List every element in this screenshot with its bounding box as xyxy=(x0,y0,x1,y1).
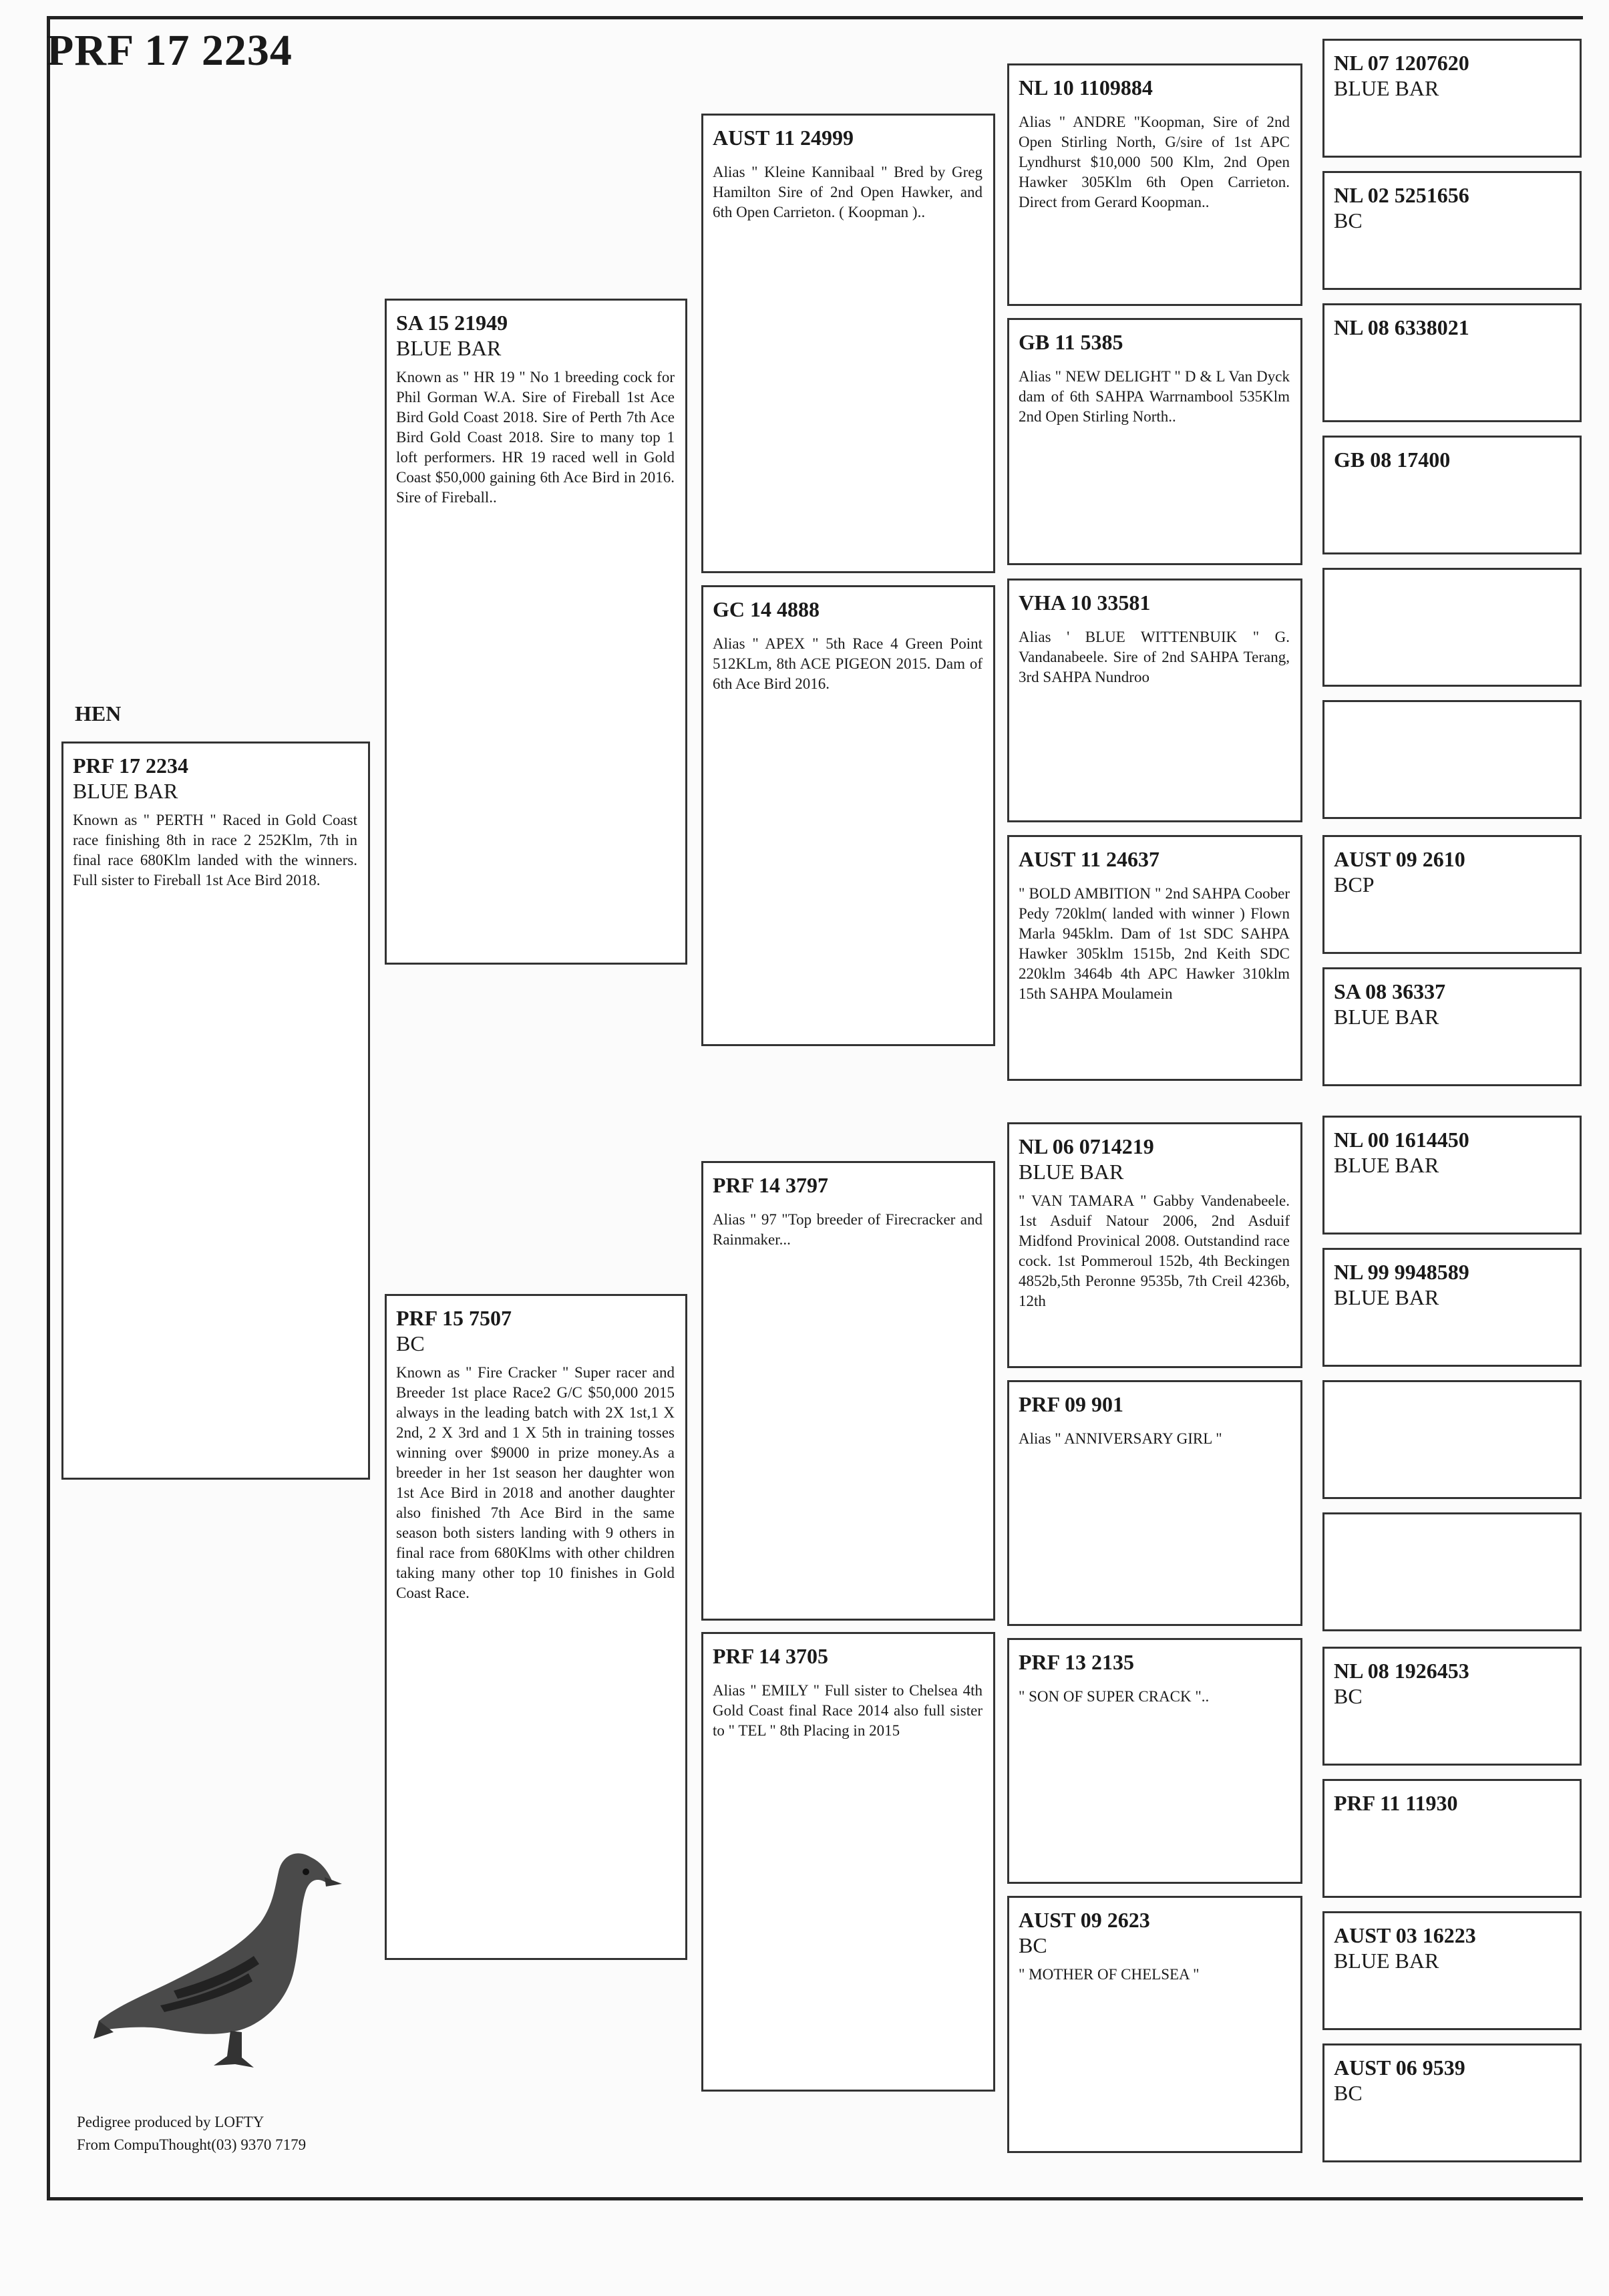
ring-number: NL 99 9948589 xyxy=(1334,1260,1469,1284)
sire-card xyxy=(385,299,687,965)
footer-line: From CompuThought(03) 9370 7179 xyxy=(77,2136,307,2153)
bird-color: BC xyxy=(1334,1684,1363,1708)
ring-number: NL 08 1926453 xyxy=(1334,1659,1469,1683)
footer-line: Pedigree produced by LOFTY xyxy=(77,2114,264,2130)
ring-number: PRF 14 3705 xyxy=(713,1644,829,1668)
grandparent-card xyxy=(701,1632,995,2092)
bird-description: Alias " 97 "Top breeder of Firecracker and Rainmaker... xyxy=(713,1211,982,1248)
bird-color: BC xyxy=(1019,1933,1047,1957)
great-grandparent-card xyxy=(1007,1122,1302,1368)
bird-color: BLUE BAR xyxy=(1019,1160,1124,1184)
ancestor-card xyxy=(1322,1779,1582,1898)
grandparent-card xyxy=(701,1161,995,1621)
bird-color: BLUE BAR xyxy=(1334,1285,1439,1309)
bird-color: BLUE BAR xyxy=(73,779,178,803)
ring-number: AUST 11 24637 xyxy=(1019,847,1160,871)
great-grandparent-card xyxy=(1007,318,1302,565)
ring-number: PRF 17 2234 xyxy=(73,754,189,778)
ancestor-card xyxy=(1322,1647,1582,1766)
great-grandparent-card xyxy=(1007,63,1302,306)
great-grandparent-card xyxy=(1007,835,1302,1081)
ring-number: NL 08 6338021 xyxy=(1334,315,1469,339)
ancestor-card xyxy=(1322,171,1582,290)
ring-number: NL 10 1109884 xyxy=(1019,75,1153,100)
ancestor-card xyxy=(1322,967,1582,1086)
ancestor-card xyxy=(1322,303,1582,422)
ring-number: AUST 09 2623 xyxy=(1019,1908,1150,1932)
footer-credit xyxy=(77,2111,306,2156)
bird-description: " BOLD AMBITION " 2nd SAHPA Coober Pedy 720klm( landed with winner ) Flown Marla 945klm. Dam of 1st SDC SAHPA Hawker 305klm 1515b, 2nd Keith SDC 220klm 3464b 4th APC Hawker 310klm 15th SAHPA Moulamein xyxy=(1019,885,1290,1002)
ancestor-card xyxy=(1322,1248,1582,1367)
ring-number: NL 02 5251656 xyxy=(1334,183,1469,207)
ring-number: NL 06 0714219 xyxy=(1019,1134,1154,1158)
bird-description: Alias " Kleine Kannibaal " Bred by Greg Hamilton Sire of 2nd Open Hawker, and 6th Open Carrieton. ( Koopman ).. xyxy=(713,164,982,220)
bird-description: Known as " HR 19 " No 1 breeding cock for Phil Gorman W.A. Sire of Fireball 1st Ace Bird Gold Coast 2018. Sire of Perth 7th Ace Bird Gold Coast 2018. Sire to many top 1 loft performers. HR 19 raced well in Gold Coast $50,000 gaining 6th Ace Bird in 2016. Sire of Fireball.. xyxy=(396,369,675,506)
bird-description: Alias " ANDRE "Koopman, Sire of 2nd Open Stirling North, G/sire of 1st APC Lyndhurst $10,000 500 Klm, 2nd Open Hawker 305Klm 6th Open Carrieton. Direct from Gerard Koopman.. xyxy=(1019,114,1290,210)
ancestor-card xyxy=(1322,1116,1582,1235)
ancestor-card xyxy=(1322,2043,1582,2162)
ancestor-card xyxy=(1322,436,1582,554)
ring-number: PRF 13 2135 xyxy=(1019,1650,1135,1674)
bird-description: Alias ' BLUE WITTENBUIK " G. Vandanabeele. Sire of 2nd SAHPA Terang, 3rd SAHPA Nundroo xyxy=(1019,629,1290,685)
ring-number: NL 07 1207620 xyxy=(1334,51,1469,75)
bird-color: BC xyxy=(1334,208,1363,232)
great-grandparent-card xyxy=(1007,579,1302,822)
ring-number: PRF 11 11930 xyxy=(1334,1791,1458,1815)
bird-color: BCP xyxy=(1334,872,1375,896)
ring-number: PRF 15 7507 xyxy=(396,1306,512,1330)
ancestor-card xyxy=(1322,835,1582,954)
bird-description: " VAN TAMARA " Gabby Vandenabeele. 1st Asduif Natour 2006, 2nd Asduif Midfond Provinical 2008. Outstandind race cock. 1st Pommeroul 152b, 4th Beckingen 4852b,5th Peronne 9535b, 7th Creil 4236b, 12th xyxy=(1019,1192,1290,1309)
ancestor-card xyxy=(1322,568,1582,687)
bird-color: BLUE BAR xyxy=(1334,1153,1439,1177)
bird-description: Known as " Fire Cracker " Super racer and Breeder 1st place Race2 G/C $50,000 2015 always in the leading batch with 2X 1st,1 X 2nd, 2 X 3rd and 1 X 5th in training tosses winning over $9000 in prize money.As a breeder in her 1st season her daughter won 1st Ace Bird in 2018 and another daughter also finished 7th Ace Bird in the same season both sisters landing with 9 others in final race from 680Klms with other children taking many other top 10 finishes in Gold Coast Race. xyxy=(396,1364,675,1601)
bird-description: " MOTHER OF CHELSEA " xyxy=(1019,1966,1200,1983)
ring-number: VHA 10 33581 xyxy=(1019,591,1151,615)
ring-number: GC 14 4888 xyxy=(713,597,820,621)
sex-label: HEN xyxy=(75,701,122,725)
bird-color: BLUE BAR xyxy=(396,336,502,360)
ring-number: PRF 09 901 xyxy=(1019,1392,1124,1416)
ring-number: AUST 03 16223 xyxy=(1334,1923,1476,1947)
bird-color: BLUE BAR xyxy=(1334,1005,1439,1029)
bird-description: Alias " APEX " 5th Race 4 Green Point 512KLm, 8th ACE PIGEON 2015. Dam of 6th Ace Bird 2016. xyxy=(713,635,982,692)
bird-color: BLUE BAR xyxy=(1334,76,1439,100)
bird-description: Known as " PERTH " Raced in Gold Coast race finishing 8th in race 2 252Klm, 7th in final race 680Klm landed with the winners. Full sister to Fireball 1st Ace Bird 2018. xyxy=(73,812,357,888)
ancestor-card xyxy=(1322,1380,1582,1499)
ring-number: NL 00 1614450 xyxy=(1334,1128,1469,1152)
dam-card xyxy=(385,1294,687,1960)
bird-description: " SON OF SUPER CRACK ".. xyxy=(1019,1688,1210,1705)
ancestor-card xyxy=(1322,1512,1582,1631)
ring-number: PRF 14 3797 xyxy=(713,1173,829,1197)
ring-number: AUST 09 2610 xyxy=(1334,847,1465,871)
great-grandparent-card xyxy=(1007,1638,1302,1884)
ancestor-card xyxy=(1322,39,1582,158)
great-grandparent-card xyxy=(1007,1380,1302,1626)
subject-bird-card xyxy=(61,742,370,1480)
bird-description: Alias " EMILY " Full sister to Chelsea 4th Gold Coast final Race 2014 also full sister to " TEL " 8th Placing in 2015 xyxy=(713,1682,982,1739)
bird-color: BC xyxy=(1334,2081,1363,2105)
ring-number: AUST 06 9539 xyxy=(1334,2056,1465,2080)
ring-number: GB 11 5385 xyxy=(1019,330,1123,354)
ancestor-card xyxy=(1322,700,1582,819)
ring-number: SA 08 36337 xyxy=(1334,979,1446,1003)
ring-number: AUST 11 24999 xyxy=(713,126,854,150)
bird-color: BLUE BAR xyxy=(1334,1949,1439,1973)
bird-color: BC xyxy=(396,1331,425,1355)
ring-number: GB 08 17400 xyxy=(1334,448,1451,472)
grandparent-card xyxy=(701,114,995,573)
page-title: PRF 17 2234 xyxy=(47,26,293,75)
ancestor-card xyxy=(1322,1911,1582,2030)
bird-description: Alias " ANNIVERSARY GIRL " xyxy=(1019,1430,1222,1447)
grandparent-card xyxy=(701,585,995,1046)
bird-description: Alias " NEW DELIGHT " D & L Van Dyck dam of 6th SAHPA Warrnambool 535Klm 2nd Open Stirling North.. xyxy=(1019,368,1290,425)
great-grandparent-card xyxy=(1007,1896,1302,2153)
ring-number: SA 15 21949 xyxy=(396,311,508,335)
pigeon-icon xyxy=(94,1830,374,2084)
